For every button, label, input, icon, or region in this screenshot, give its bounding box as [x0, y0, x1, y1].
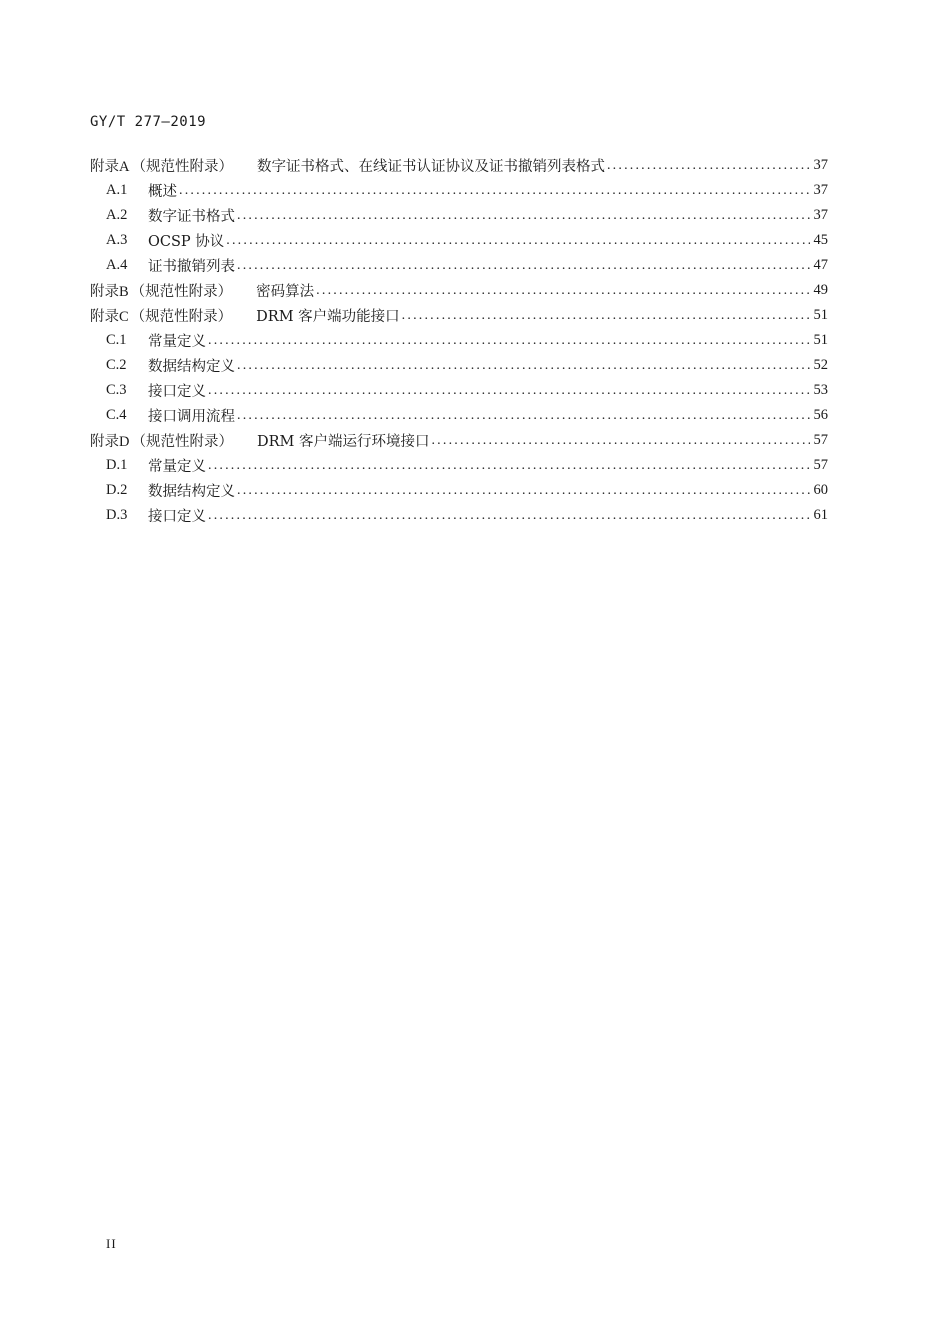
toc-entry-page: 45: [813, 232, 828, 248]
dot-leader: [607, 158, 810, 174]
toc-entry-page: 52: [813, 357, 828, 373]
dot-leader: [179, 183, 810, 199]
dot-leader: [226, 233, 810, 249]
dot-leader: [237, 258, 810, 274]
toc-entry-number: A.1: [106, 182, 128, 198]
toc-entry-title: 数字证书格式: [148, 209, 235, 225]
toc-entry-page: 47: [813, 257, 828, 273]
dot-leader: [316, 283, 810, 299]
toc-entry-title: 接口定义: [148, 384, 206, 400]
toc-entry-appendix-d[interactable]: [90, 428, 828, 453]
toc-entry-page: 57: [813, 457, 828, 473]
toc-entry-number: 附录C: [90, 309, 129, 325]
toc-entry-c3[interactable]: [90, 378, 828, 403]
toc-entry-annotation: （规范性附录）: [130, 309, 233, 325]
toc-entry-page: 56: [813, 407, 828, 423]
toc-entry-c1[interactable]: [90, 328, 828, 353]
toc-entry-page: 37: [813, 157, 828, 173]
dot-leader: [237, 408, 810, 424]
toc-entry-title: 常量定义: [148, 459, 206, 475]
toc-entry-page: 57: [813, 432, 828, 448]
dot-leader: [237, 358, 810, 374]
toc-entry-page: 51: [813, 307, 828, 323]
toc-entry-annotation: （规范性附录）: [131, 159, 233, 175]
toc-entry-number: A.2: [106, 207, 128, 223]
toc-entry-number: 附录A: [90, 159, 130, 175]
toc-entry-number: C.2: [106, 357, 127, 373]
toc-entry-a1[interactable]: [90, 178, 828, 203]
toc-entry-number: A.3: [106, 232, 128, 248]
toc-entry-title: 接口调用流程: [148, 409, 235, 425]
page-number: II: [106, 1236, 117, 1251]
toc-entry-title: 概述: [148, 184, 177, 200]
toc-entry-title: 数据结构定义: [148, 359, 235, 375]
toc-entry-a2[interactable]: [90, 203, 828, 228]
toc-entry-number: C.1: [106, 332, 127, 348]
toc-entry-title: 数字证书格式、在线证书认证协议及证书撤销列表格式: [256, 159, 605, 175]
toc-entry-page: 53: [813, 382, 828, 398]
toc-entry-number: 附录D: [90, 434, 130, 450]
table-of-contents: [90, 153, 828, 528]
toc-entry-d3[interactable]: [90, 503, 828, 528]
toc-entry-page: 49: [813, 282, 828, 298]
toc-entry-page: 37: [813, 182, 828, 198]
toc-entry-page: 61: [813, 507, 828, 523]
toc-entry-d1[interactable]: [90, 453, 828, 478]
toc-entry-a3[interactable]: [90, 228, 828, 253]
dot-leader: [237, 208, 810, 224]
toc-entry-title: 密码算法: [256, 284, 315, 300]
toc-entry-a4[interactable]: [90, 253, 828, 278]
toc-entry-annotation: （规范性附录）: [131, 434, 233, 450]
toc-entry-number: D.2: [106, 482, 128, 498]
document-number: GY/T 277—2019: [90, 114, 207, 130]
dot-leader: [208, 458, 810, 474]
toc-entry-page: 60: [813, 482, 828, 498]
toc-entry-c4[interactable]: [90, 403, 828, 428]
toc-entry-number: D.3: [106, 507, 128, 523]
dot-leader: [431, 433, 810, 449]
toc-entry-number: C.3: [106, 382, 127, 398]
toc-entry-number: 附录B: [90, 284, 129, 300]
dot-leader: [237, 483, 810, 499]
toc-entry-title: 数据结构定义: [148, 484, 235, 500]
toc-entry-title: DRM 客户端功能接口: [256, 309, 400, 325]
toc-entry-title: OCSP 协议: [148, 234, 225, 250]
toc-entry-title: DRM 客户端运行环境接口: [256, 434, 430, 450]
toc-entry-number: C.4: [106, 407, 127, 423]
dot-leader: [402, 308, 810, 324]
toc-entry-appendix-b[interactable]: [90, 278, 828, 303]
toc-entry-annotation: （规范性附录）: [130, 284, 233, 300]
dot-leader: [208, 333, 810, 349]
toc-entry-d2[interactable]: [90, 478, 828, 503]
toc-entry-page: 51: [813, 332, 828, 348]
dot-leader: [208, 383, 810, 399]
toc-entry-title: 常量定义: [148, 334, 206, 350]
toc-entry-title: 接口定义: [148, 509, 206, 525]
dot-leader: [208, 508, 810, 524]
toc-entry-page: 37: [813, 207, 828, 223]
toc-entry-number: D.1: [106, 457, 128, 473]
toc-entry-title: 证书撤销列表: [148, 259, 235, 275]
toc-entry-appendix-a[interactable]: [90, 153, 828, 178]
toc-entry-c2[interactable]: [90, 353, 828, 378]
toc-entry-appendix-c[interactable]: [90, 303, 828, 328]
toc-entry-number: A.4: [106, 257, 128, 273]
